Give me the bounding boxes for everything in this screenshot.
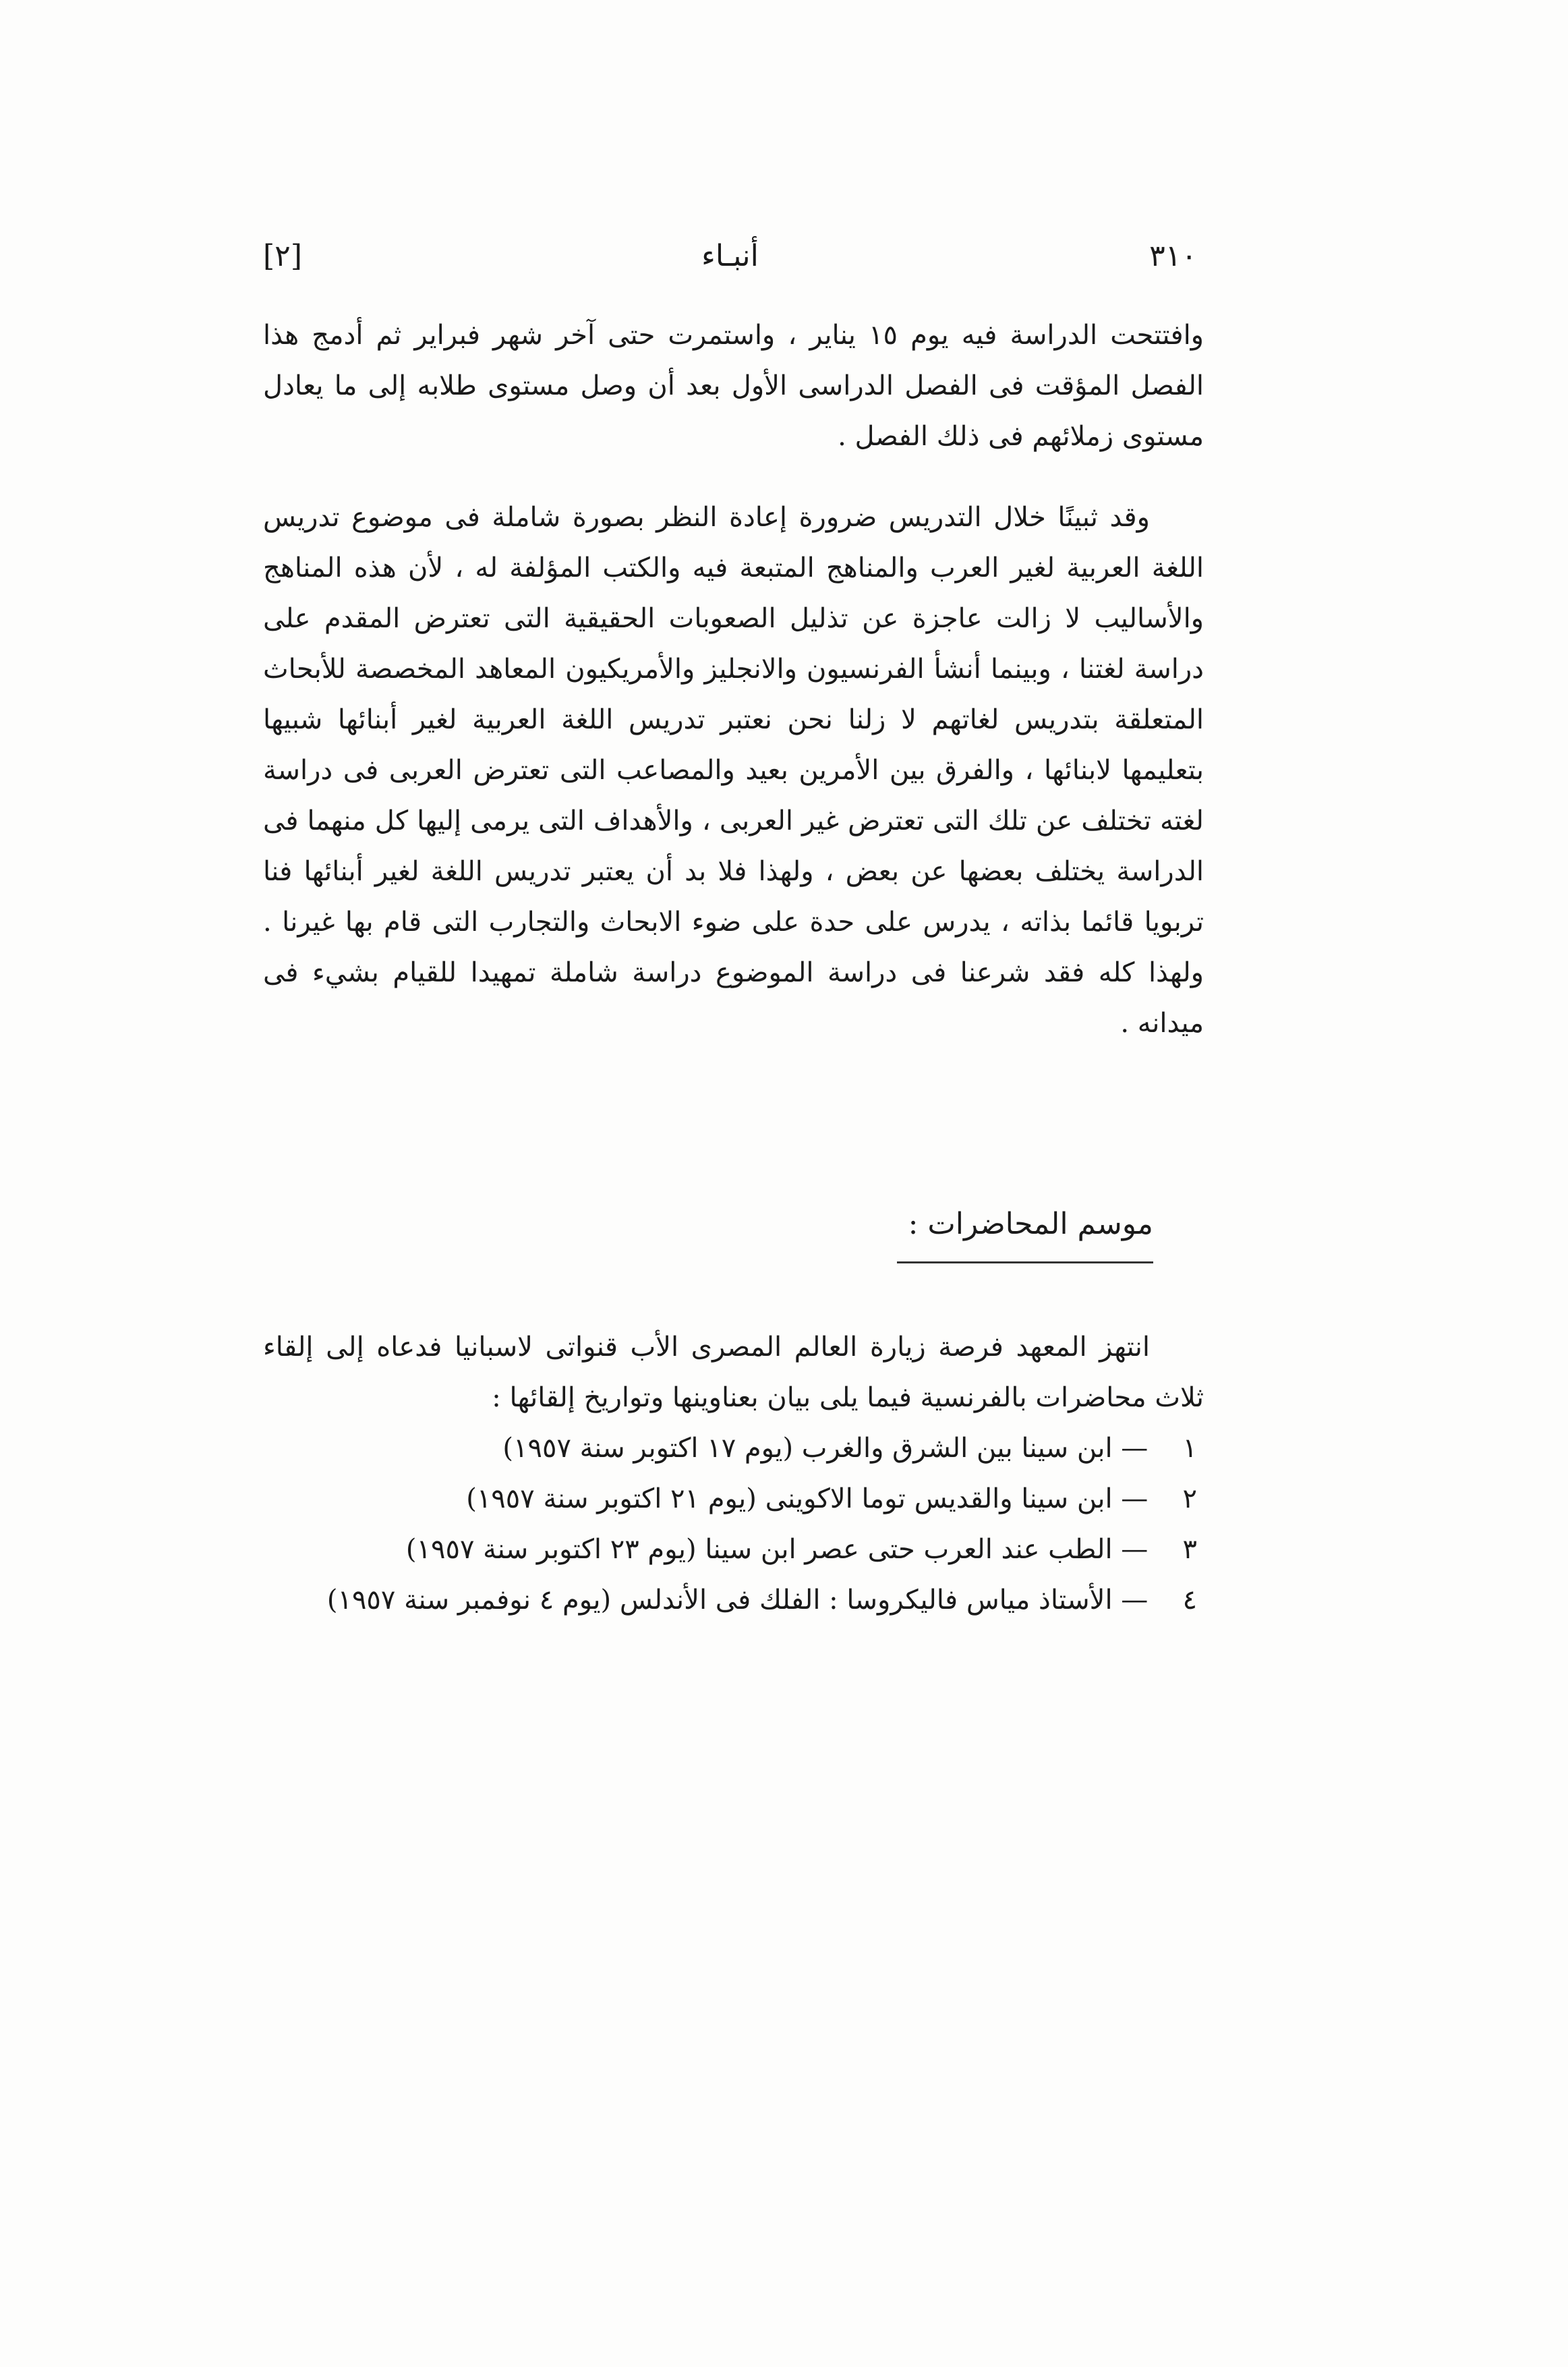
list-item-text: — ابن سينا بين الشرق والغرب (يوم ١٧ اكتوبر سنة ١٩٥٧) <box>502 1433 1149 1464</box>
list-item-number: ٤ <box>1182 1585 1197 1616</box>
paragraph-text: وقد ثبينًا خلال التدريس ضرورة إعادة النظر بصورة شاملة فى موضوع تدريس اللغة العربية لغير العرب والمناهج المتبعة فيه والكتب المؤلفة له ، لأن هذه المناهج والأساليب لا زالت عاجزة عن تذليل الصعوبات الحقيقية التى تعترض المقدم على دراسة لغتنا ، وبينما أنشأ الفرنسيون والانجليز والأمريكيون المعاهد المخصصة للأبحاث المتعلقة بتدريس لغاتهم لا زلنا نحن نعتبر تدريس اللغة العربية لغير أبنائها شبيها بتعليمها لابنائها ، والفرق بين الأمرين بعيد والمصاعب التى تعترض العربى فى دراسة لغته تختلف عن تلك التى تعترض غير العربى ، والأهداف التى يرمى إليها كل منهما فى الدراسة يختلف بعضها عن بعض ، ولهذا فلا بد أن يعتبر تدريس اللغة لغير أبنائها فنا تربويا قائما بذاته ، يدرس على حدة على ضوء الابحاث والتجارب التى قام بها غيرنا . ولهذا كله فقد شرعنا فى دراسة الموضوع دراسة شاملة تمهيدا للقيام بشيء فى ميدانه . <box>263 502 1204 1039</box>
list-item <box>263 1524 1204 1575</box>
list-item-number: ٢ <box>1182 1483 1197 1514</box>
running-title: أنبـاء <box>701 239 759 273</box>
paragraph-text: انتهز المعهد فرصة زيارة العالم المصرى الأب قنواتى لاسبانيا فدعاه إلى إلقاء ثلاث محاضرات بالفرنسية فيما يلى بيان بعناوينها وتواريخ إلقائها : <box>263 1332 1204 1413</box>
part-marker: [٢] <box>263 239 302 273</box>
list-item-text: — ابن سينا والقديس توما الاكوينى (يوم ٢١ اكتوبر سنة ١٩٥٧) <box>466 1483 1149 1514</box>
paragraph-lectures-intro <box>263 1322 1204 1423</box>
list-item <box>263 1423 1204 1474</box>
paragraph-text: وافتتحت الدراسة فيه يوم ١٥ يناير ، واستمرت حتى آخر شهر فبراير ثم أدمج هذا الفصل المؤقت فى الفصل الدراسى الأول بعد أن وصل مستوى طلابه إلى ما يعادل مستوى زملائهم فى ذلك الفصل . <box>263 320 1204 452</box>
list-item-text: — الطب عند العرب حتى عصر ابن سينا (يوم ٢٣ اكتوبر سنة ١٩٥٧) <box>405 1534 1149 1565</box>
paragraph-continuation <box>263 310 1204 462</box>
list-item-number: ٣ <box>1182 1534 1197 1565</box>
list-item-number: ١ <box>1182 1433 1197 1464</box>
list-item <box>263 1575 1204 1626</box>
page-header <box>263 236 1197 290</box>
list-item-text: — الأستاذ مياس فاليكروسا : الفلك فى الأندلس (يوم ٤ نوفمبر سنة ١٩٥٧) <box>326 1585 1149 1616</box>
page-number: ٣١٠ <box>1149 239 1197 273</box>
lecture-list <box>263 1423 1204 1626</box>
paragraph-teaching-method <box>263 492 1204 1049</box>
list-item <box>263 1474 1204 1524</box>
section-heading: موسم المحاضرات : <box>897 1201 1153 1263</box>
